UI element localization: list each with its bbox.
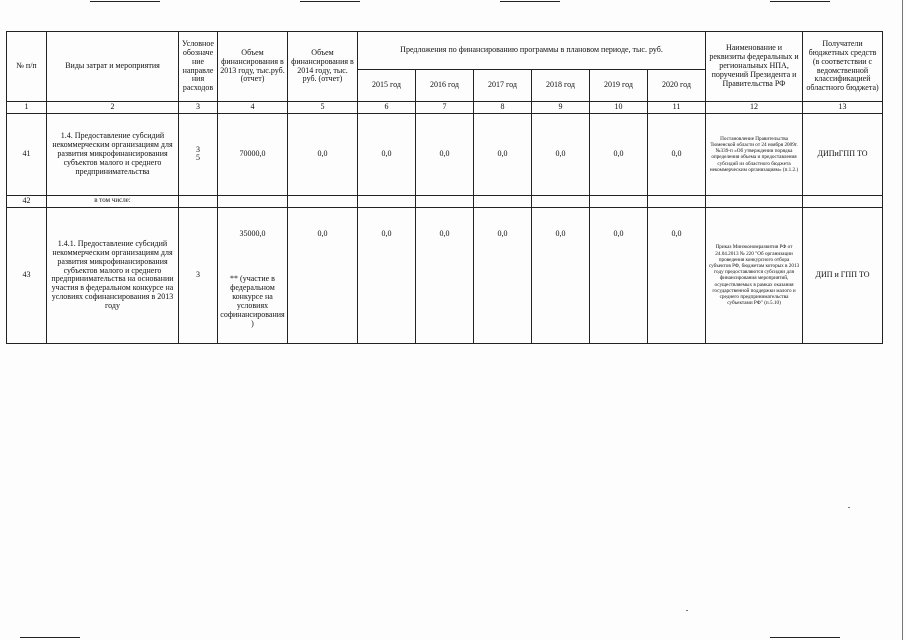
header-year: 2018 год (532, 70, 590, 102)
column-number: 10 (590, 102, 648, 114)
page-edge-bottom-left (20, 637, 80, 638)
empty-cell (416, 195, 474, 207)
empty-cell (288, 195, 358, 207)
column-number: 9 (532, 102, 590, 114)
header-year: 2019 год (590, 70, 648, 102)
column-number: 11 (648, 102, 706, 114)
page-edge-bottom-right (770, 637, 840, 638)
column-number-row (7, 102, 883, 114)
row-volume-2013: 70000,0 (218, 113, 288, 195)
row-volume-2014: 0,0 (288, 207, 358, 343)
row-year-value: 0,0 (416, 207, 474, 343)
scan-dot-2 (686, 610, 688, 611)
header-proposals: Предложения по финансированию программы в плановом периоде, тыс. руб. (358, 32, 706, 70)
row-recipient: ДИП и ГПП ТО (803, 207, 883, 343)
row-name: 1.4.1. Предоставление субсидий некоммерческим организациям для развития микрофинансирования субъектов малого и среднего предпринимательства на основании участия в федеральном конкурсе на условиях софинансирования в 2013 году (47, 207, 179, 343)
row-year-value: 0,0 (416, 113, 474, 195)
row-number: 42 (7, 195, 47, 207)
row-year-value: 0,0 (358, 113, 416, 195)
header-code: Условное обозначение направления расходов (179, 32, 218, 102)
row-code: 3 5 (179, 113, 218, 195)
page-edge-right (902, 0, 903, 640)
column-number: 8 (474, 102, 532, 114)
row-year-value: 0,0 (358, 207, 416, 343)
empty-cell (358, 195, 416, 207)
page-edge-top-mid (300, 1, 360, 2)
row-npa: Приказ Минэкономразвития РФ от 24.04.2013 № 220 "Об организации проведения конкурсного отбора субъектов РФ, бюджетам которых в 2013 году предоставляются субсидии для финансирования мероприятий, осуществляемых в рамках оказания государственной поддержки малого и среднего предпринимательства субъектами РФ" (п.5.10) (706, 207, 803, 343)
header-name: Виды затрат и мероприятия (47, 32, 179, 102)
row-year-value: 0,0 (474, 113, 532, 195)
page-edge-top-right (500, 1, 560, 2)
column-number: 13 (803, 102, 883, 114)
row-year-value: 0,0 (648, 207, 706, 343)
row-year-value: 0,0 (532, 207, 590, 343)
empty-cell (179, 195, 218, 207)
row-volume-2014: 0,0 (288, 113, 358, 195)
empty-cell (648, 195, 706, 207)
table-row-43 (7, 207, 883, 343)
empty-cell (803, 195, 883, 207)
header-year: 2017 год (474, 70, 532, 102)
row-year-value: 0,0 (474, 207, 532, 343)
column-number: 3 (179, 102, 218, 114)
header-year: 2015 год (358, 70, 416, 102)
header-volume-2013: Объем финансирования в 2013 году, тыс.руб. (отчет) (218, 32, 288, 102)
row-volume-2013-note: ** (участие в федеральном конкурсе на условиях софинансирования) (220, 273, 285, 328)
column-number: 4 (218, 102, 288, 114)
row-number: 41 (7, 113, 47, 195)
header-volume-2014: Объем финансирования в 2014 году, тыс. руб. (отчет) (288, 32, 358, 102)
row-year-value: 0,0 (648, 113, 706, 195)
empty-cell (474, 195, 532, 207)
header-recipients: Получатели бюджетных средств (в соответствии с ведомственной классификацией областного бюджета) (803, 32, 883, 102)
row-year-value: 0,0 (590, 207, 648, 343)
row-number: 43 (7, 207, 47, 343)
column-number: 12 (706, 102, 803, 114)
row-year-value: 0,0 (532, 113, 590, 195)
column-number: 1 (7, 102, 47, 114)
row-year-value: 0,0 (590, 113, 648, 195)
page-edge-top-left (90, 1, 160, 2)
empty-cell (532, 195, 590, 207)
financing-table (6, 31, 883, 344)
page-edge-top-far (770, 1, 830, 2)
empty-cell (706, 195, 803, 207)
row-code: 3 (179, 207, 218, 343)
header-year: 2016 год (416, 70, 474, 102)
column-number: 5 (288, 102, 358, 114)
header-num: № п/п (7, 32, 47, 102)
row-volume-2013: 35000,0 (239, 228, 266, 238)
table-row-41 (7, 113, 883, 195)
empty-cell (218, 195, 288, 207)
empty-cell (590, 195, 648, 207)
scan-dot (848, 507, 850, 508)
column-number: 7 (416, 102, 474, 114)
header-year: 2020 год (648, 70, 706, 102)
column-number: 2 (47, 102, 179, 114)
row-recipient: ДИПиГПП ТО (803, 113, 883, 195)
column-number: 6 (358, 102, 416, 114)
row-npa: Постановление Правительства Тюменской области от 24 ноября 2009г. №339-п «Об утверждении порядка определения объема и предоставления субсидий из областного бюджета некоммерческим организациям» (п.1.2.) (706, 113, 803, 195)
table-row-42 (7, 195, 883, 207)
row-name: в том числе: (47, 195, 179, 207)
row-volume-2013-cell (218, 207, 288, 343)
header-npa: Наименование и реквизиты федеральных и региональных НПА, поручений Президента и Правительства РФ (706, 32, 803, 102)
row-name: 1.4. Предоставление субсидий некоммерческим организациям для развития микрофинансирования субъектов малого и среднего предпринимательства (47, 113, 179, 195)
